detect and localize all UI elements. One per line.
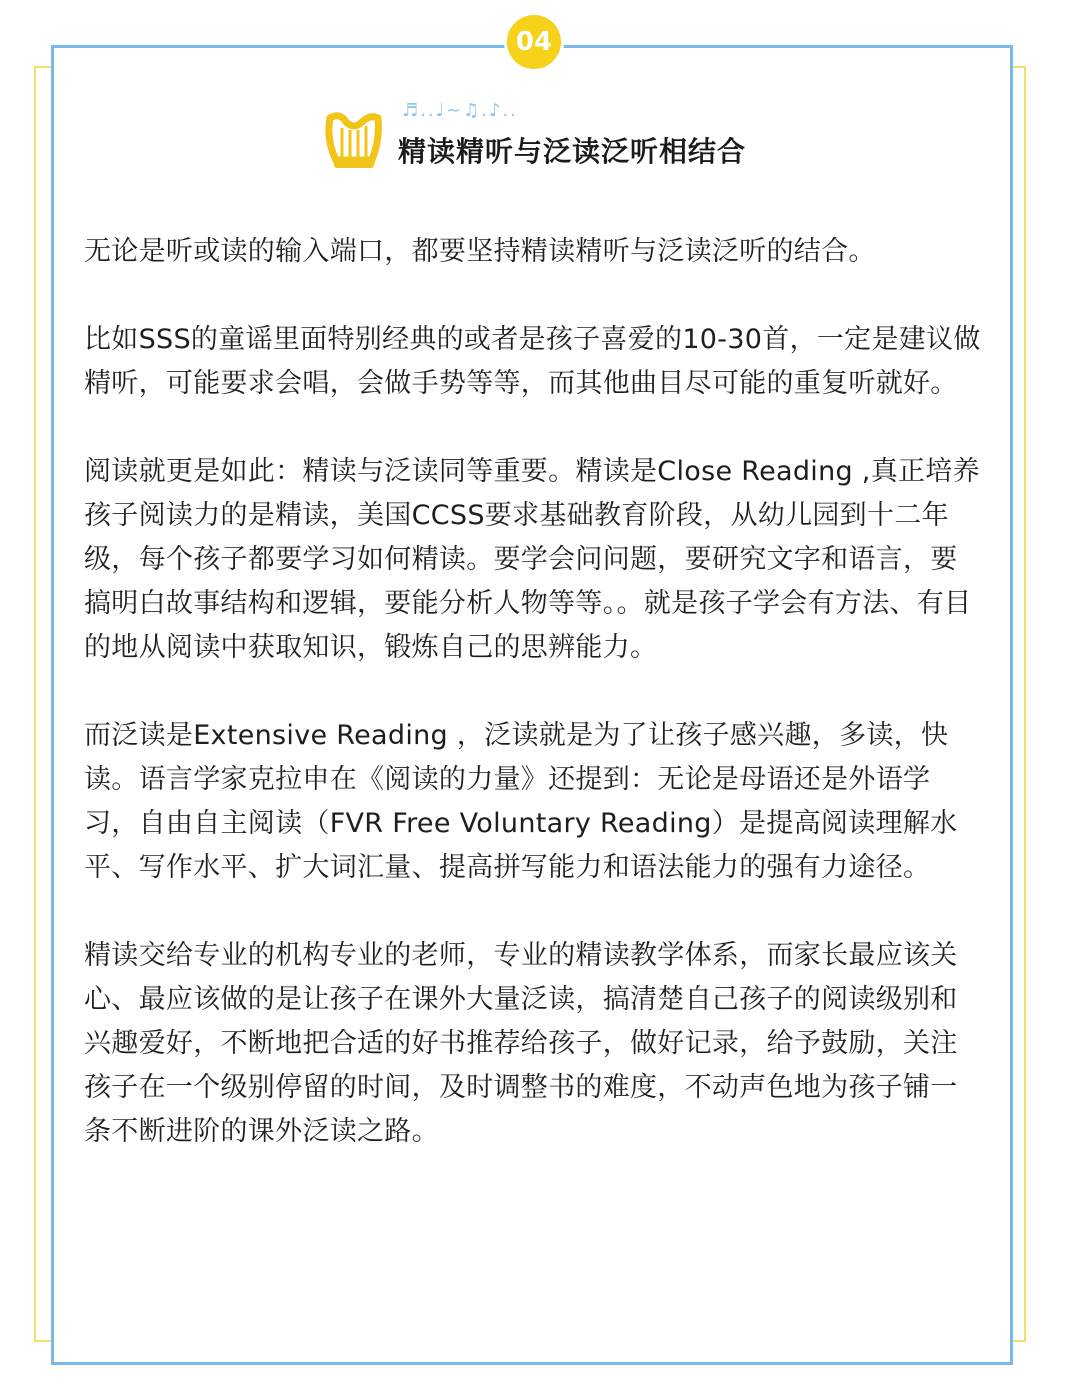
article-body <box>84 230 984 1198</box>
paragraph-4: 而泛读是Extensive Reading ，泛读就是为了让孩子感兴趣，多读，快读。语言学家克拉申在《阅读的力量》还提到：无论是母语还是外语学习，自由自主阅读（FVR Free Voluntary Reading）是提高阅读理解水平、写作水平、扩大词汇量、提高拼写能力和语法能力的强有力途径。 <box>84 720 958 883</box>
paragraph-1: 无论是听或读的输入端口，都要坚持精读精听与泛读泛听的结合。 <box>84 236 876 267</box>
paragraph-3: 阅读就更是如此：精读与泛读同等重要。精读是Close Reading ,真正培养孩子阅读力的是精读，美国CCSS要求基础教育阶段，从幼儿园到十二年级，每个孩子都要学习如何精读。要学会问问题，要研究文字和语言，要搞明白故事结构和逻辑，要能分析人物等等。。就是孩子学会有方法、有目的地从阅读中获取知识，锻炼自己的思辨能力。 <box>84 456 980 663</box>
section-heading <box>322 100 802 180</box>
section-number-badge: 04 <box>504 12 564 72</box>
music-notes-decoration: ♬..♩~♫.♪.. <box>402 100 518 121</box>
section-title: 精读精听与泛读泛听相结合 <box>398 135 747 168</box>
paragraph-5: 精读交给专业的机构专业的老师，专业的精读教学体系，而家长最应该关心、最应该做的是让孩子在课外大量泛读，搞清楚自己孩子的阅读级别和兴趣爱好，不断地把合适的好书推荐给孩子，做好记录，给予鼓励，关注孩子在一个级别停留的时间，及时调整书的难度，不动声色地为孩子铺一条不断进阶的课外泛读之路。 <box>84 940 958 1147</box>
paragraph-2: 比如SSS的童谣里面特别经典的或者是孩子喜爱的10-30首，一定是建议做精听，可能要求会唱，会做手势等等，而其他曲目尽可能的重复听就好。 <box>84 324 981 399</box>
harp-icon <box>322 110 386 172</box>
